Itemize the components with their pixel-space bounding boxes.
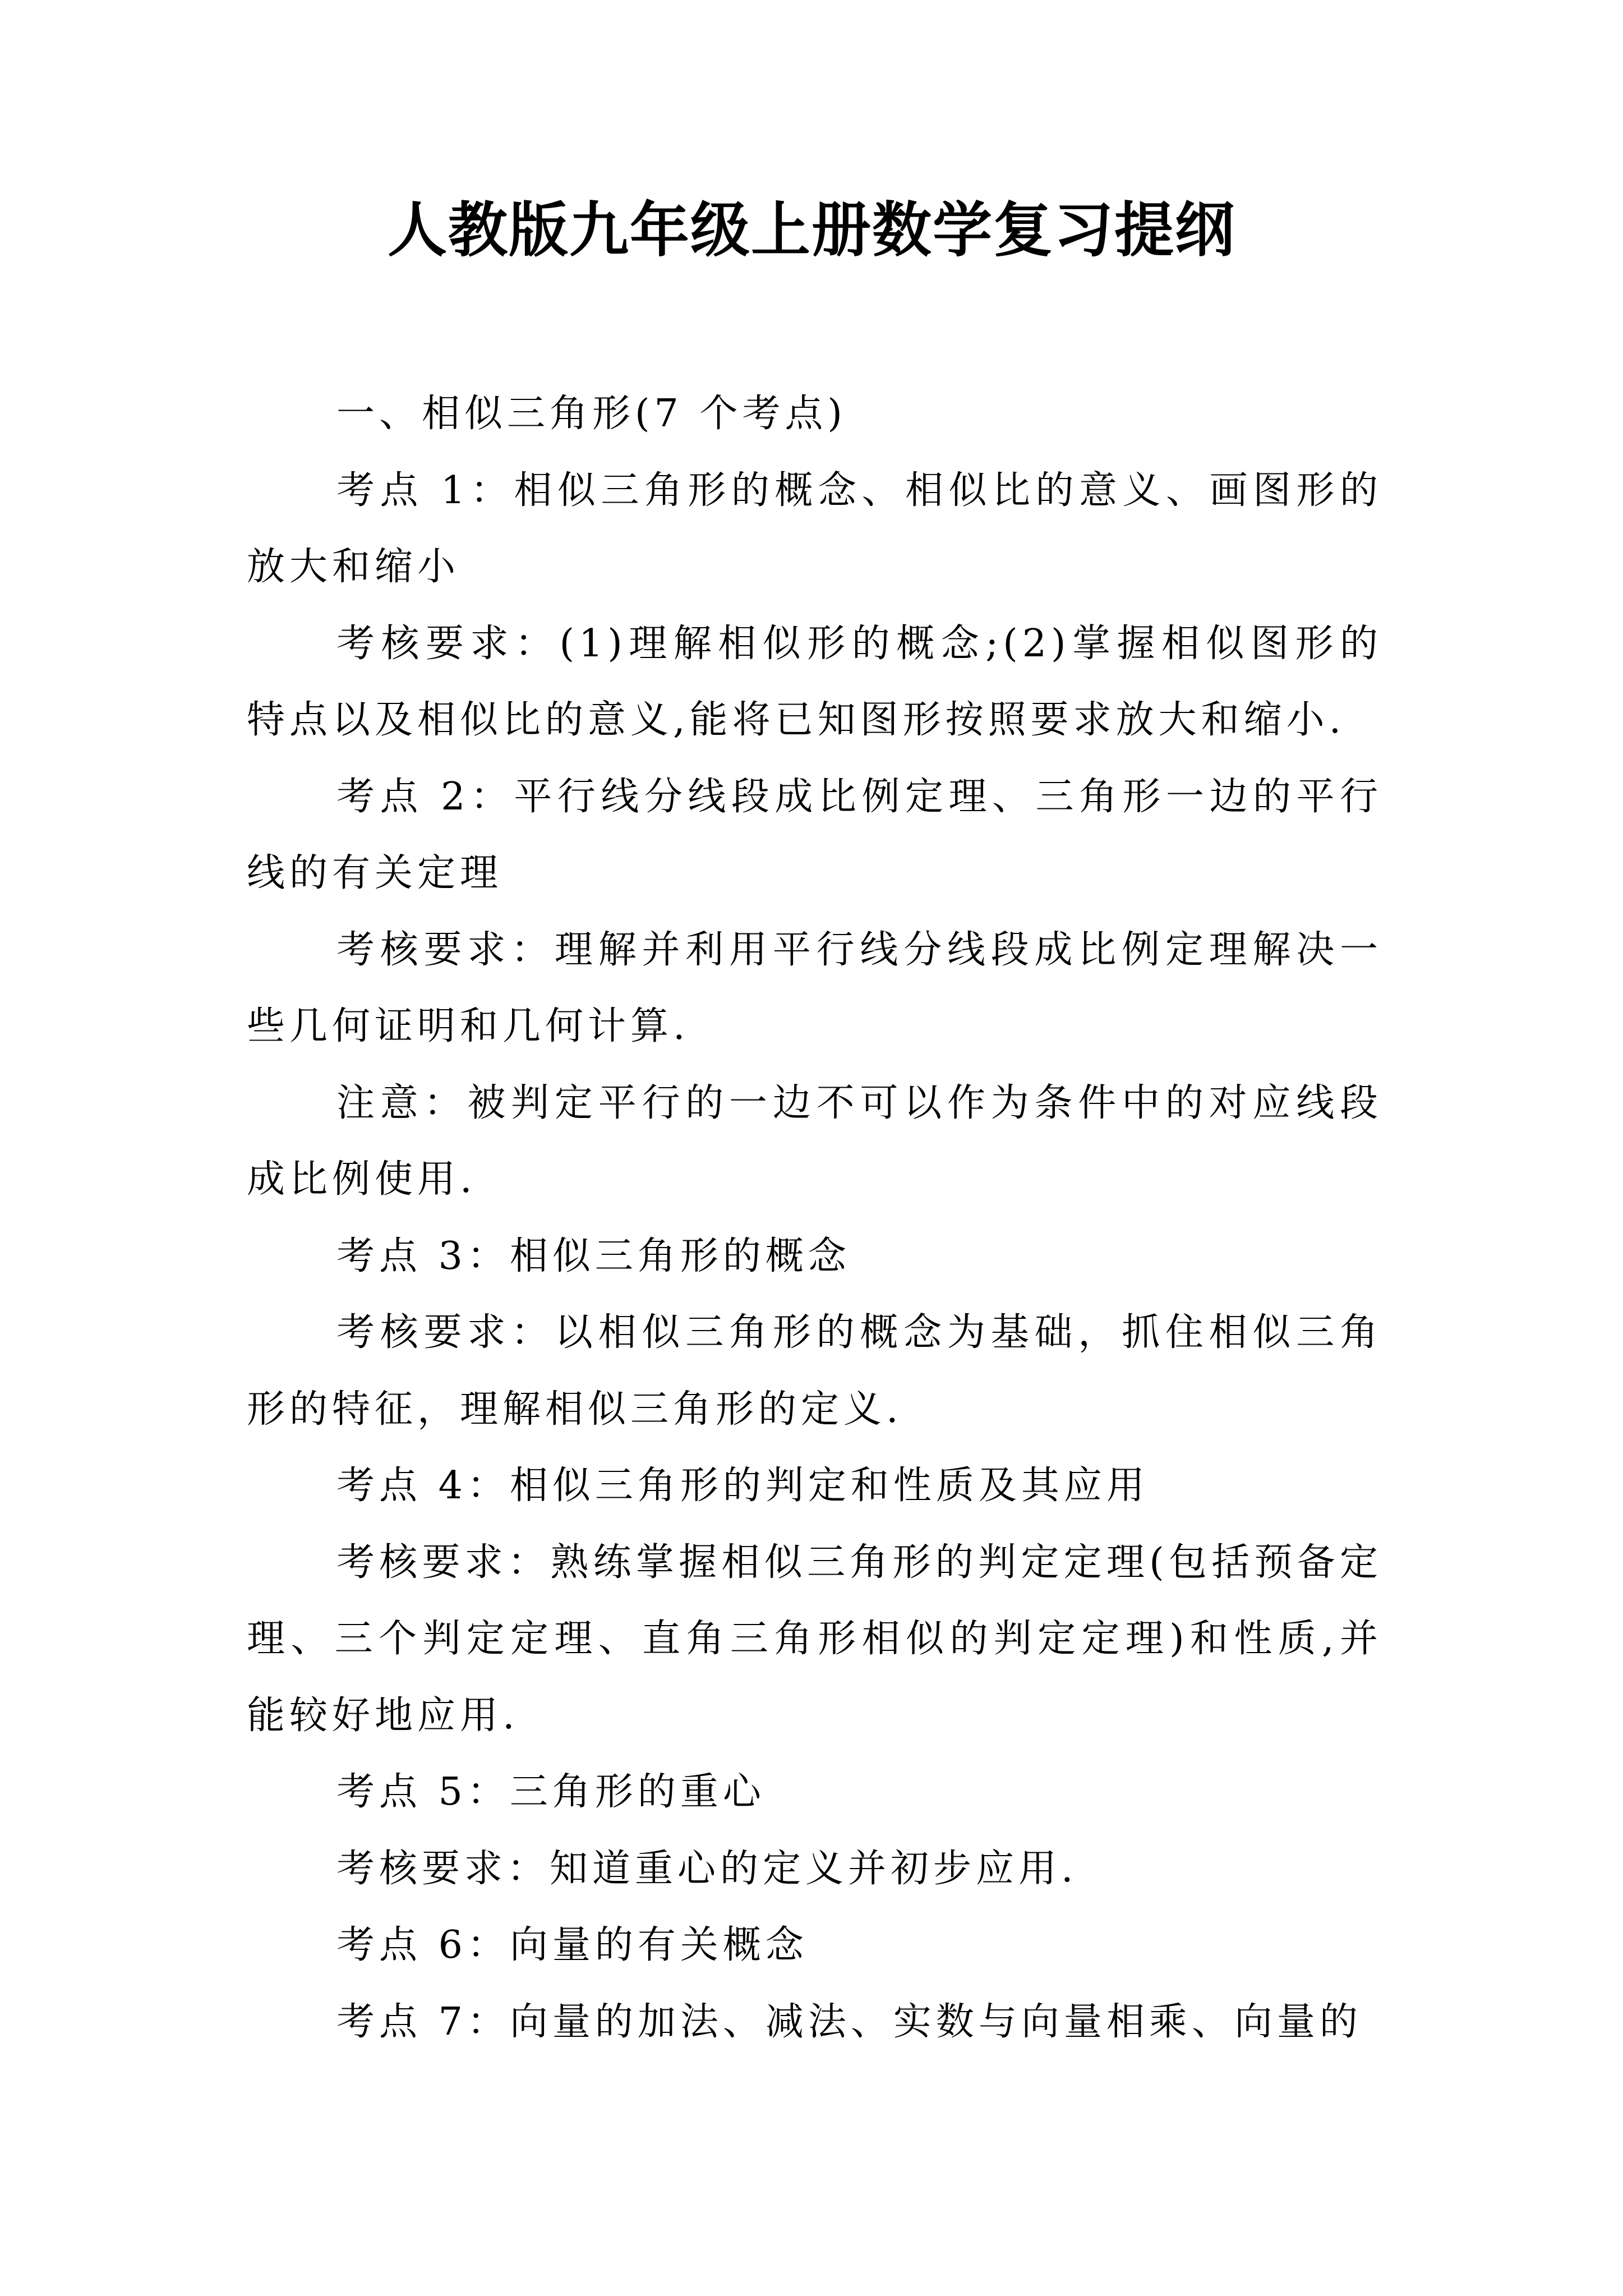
exam-point-6: 考点 6：向量的有关概念 bbox=[336, 1923, 808, 1967]
requirement-4: 考核要求：熟练掌握相似三角形的判定定理(包括预备定理、三个判定定理、直角三角形相似的判定定理)和性质,并能较好地应用. bbox=[247, 1540, 1382, 1738]
requirement-5: 考核要求：知道重心的定义并初步应用. bbox=[336, 1846, 1078, 1891]
exam-point-5: 考点 5：三角形的重心 bbox=[336, 1770, 766, 1814]
exam-point-3: 考点 3：相似三角形的概念 bbox=[336, 1234, 851, 1278]
exam-point-7: 考点 7：向量的加法、减法、实数与向量相乘、向量的 bbox=[336, 1999, 1362, 2044]
requirement-1: 考核要求：(1)理解相似形的概念;(2)掌握相似图形的特点以及相似比的意义,能将已知图形按照要求放大和缩小. bbox=[247, 621, 1382, 742]
exam-point-2: 考点 2：平行线分线段成比例定理、三角形一边的平行线的有关定理 bbox=[247, 774, 1382, 895]
requirement-2: 考核要求：理解并利用平行线分线段成比例定理解决一些几何证明和几何计算. bbox=[247, 927, 1382, 1048]
requirement-3: 考核要求：以相似三角形的概念为基础，抓住相似三角形的特征，理解相似三角形的定义. bbox=[247, 1310, 1382, 1432]
note-2: 注意：被判定平行的一边不可以作为条件中的对应线段成比例使用. bbox=[247, 1080, 1382, 1202]
document-body bbox=[247, 376, 1382, 2060]
exam-point-4: 考点 4：相似三角形的判定和性质及其应用 bbox=[336, 1464, 1149, 1508]
document-title: 人教版九年级上册数学复习提纲 bbox=[388, 195, 1235, 265]
section-heading: 一、相似三角形(7 个考点) bbox=[336, 392, 847, 436]
exam-point-1: 考点 1：相似三角形的概念、相似比的意义、画图形的放大和缩小 bbox=[247, 468, 1382, 589]
